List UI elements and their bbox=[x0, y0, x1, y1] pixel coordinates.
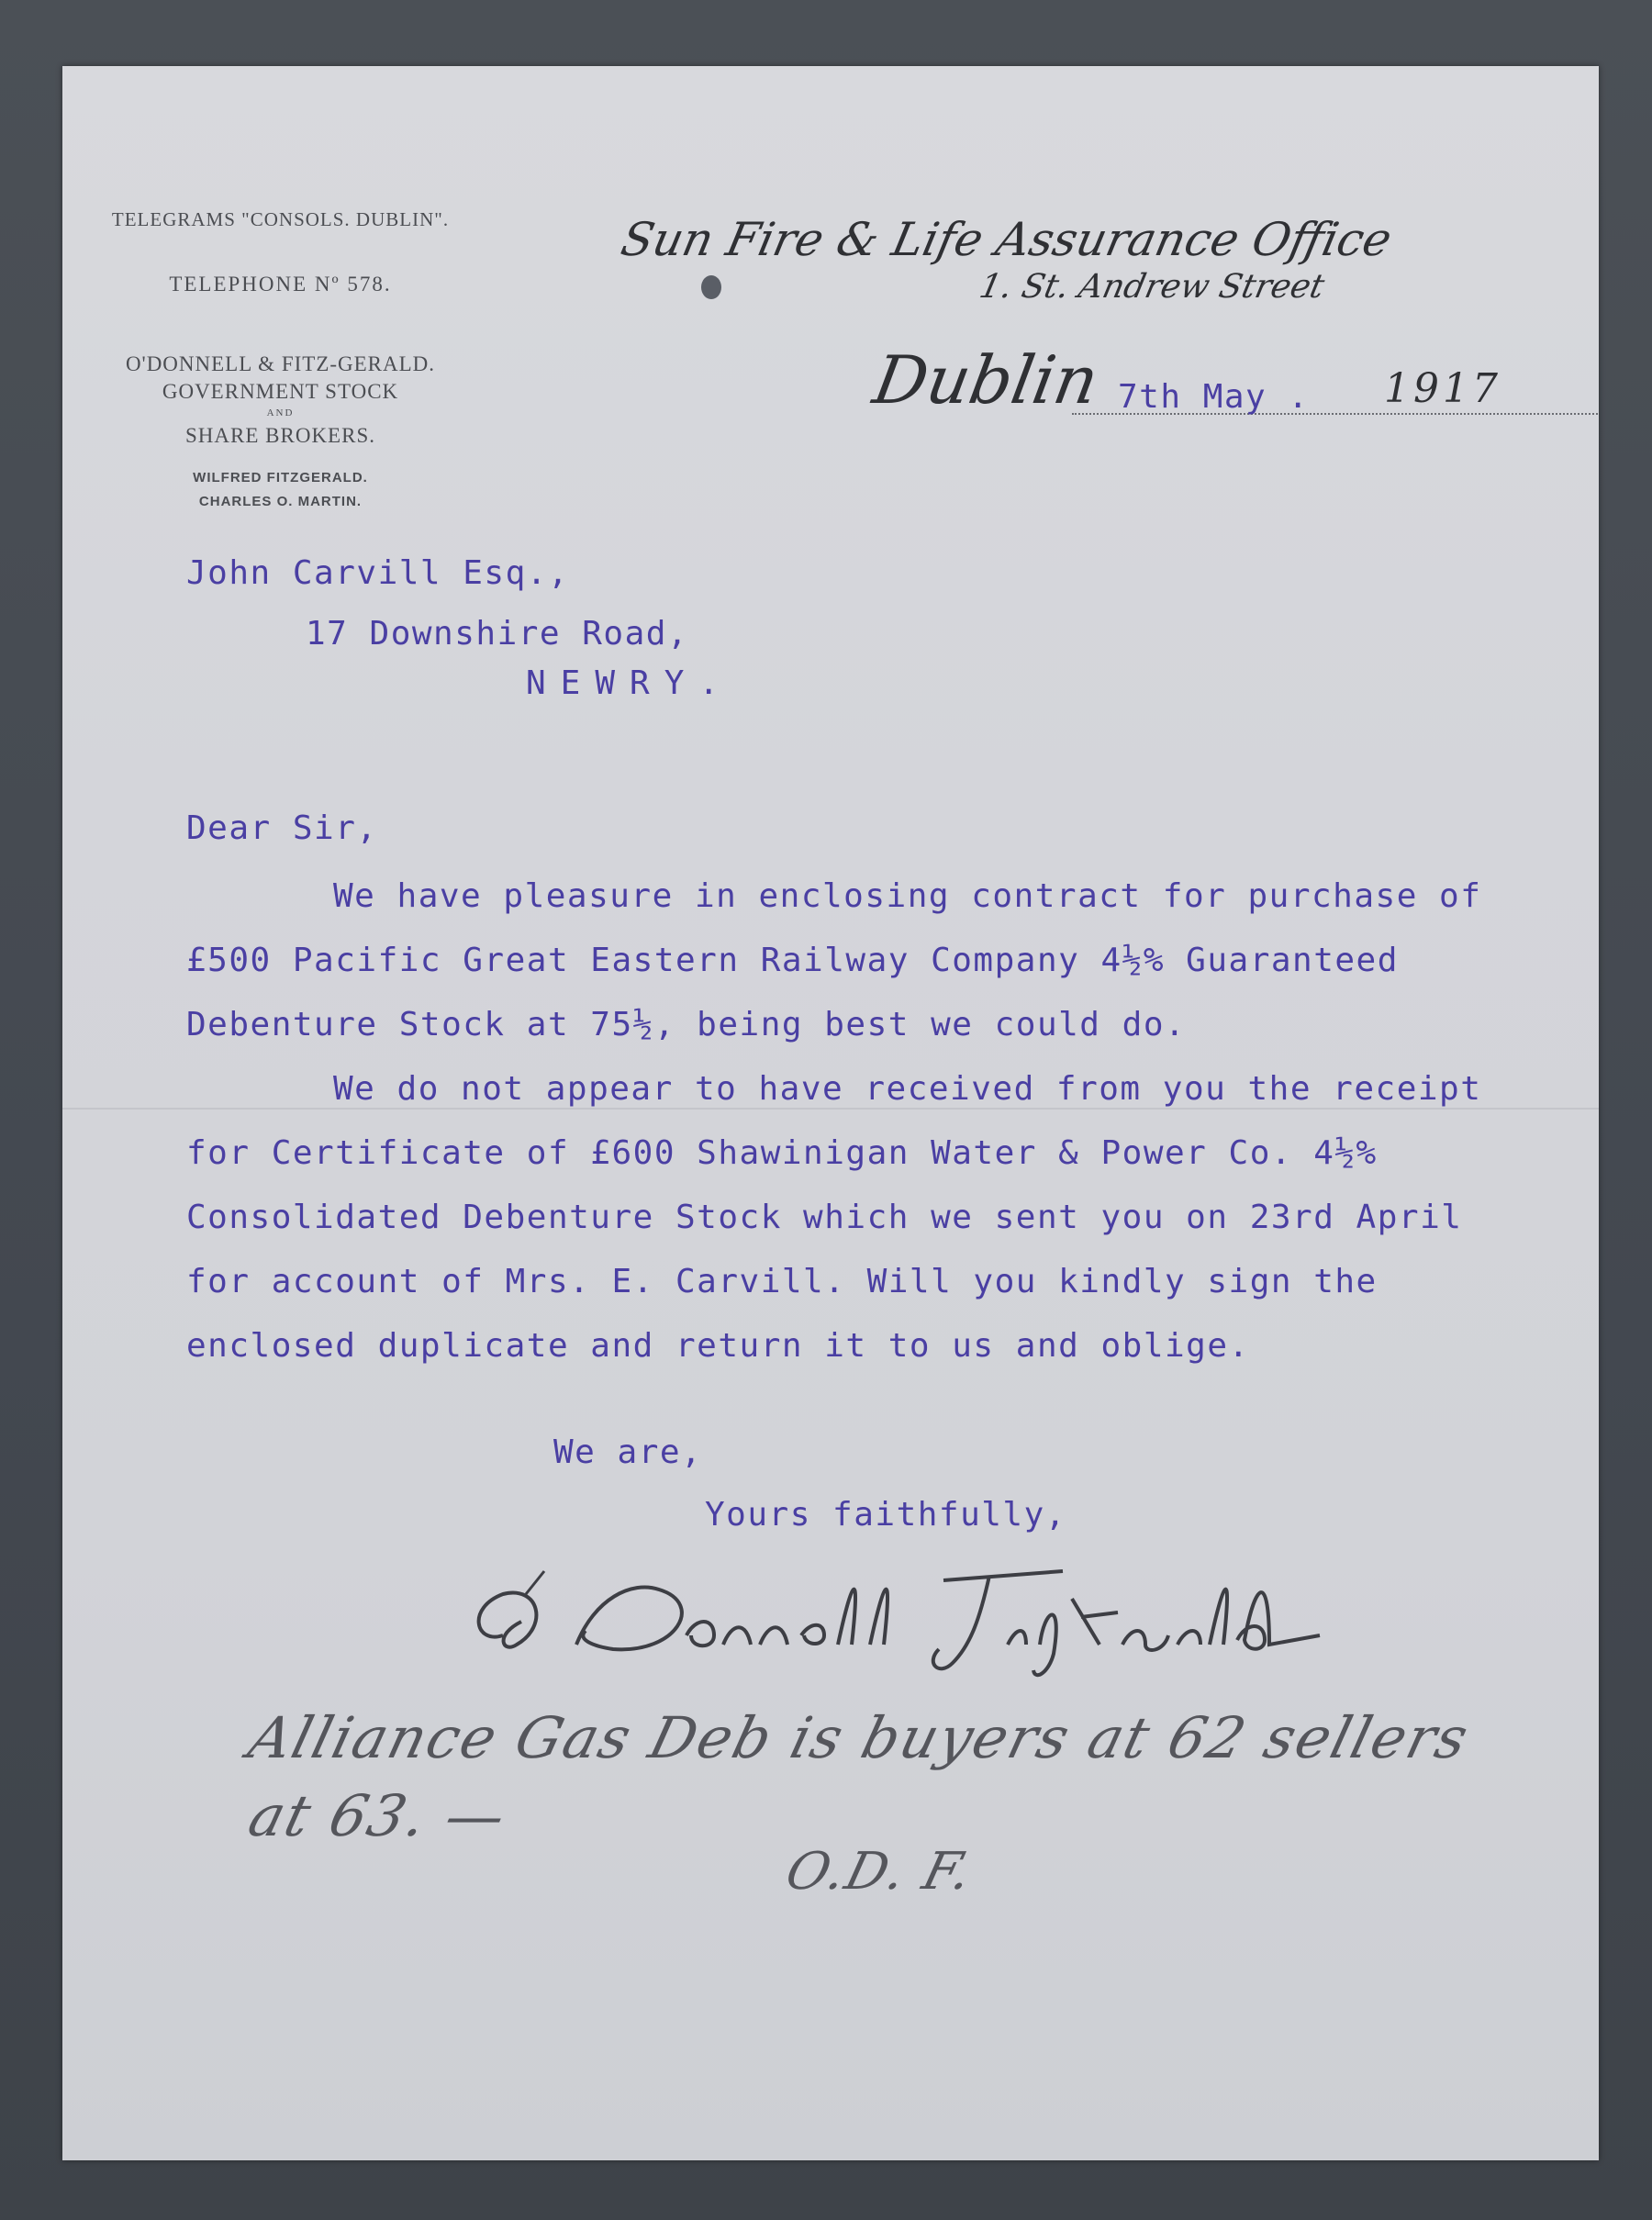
address-street: 17 Downshire Road, bbox=[306, 615, 689, 653]
letterhead-firm: O'DONNELL & FITZ-GERALD. bbox=[125, 352, 436, 375]
body-line: Debenture Stock at 75½, being best we could do. bbox=[186, 1006, 1187, 1043]
postscript-initials: O.D. F. bbox=[779, 1842, 979, 1902]
handwritten-signature bbox=[439, 1544, 1338, 1690]
address-name: John Carvill Esq., bbox=[186, 554, 570, 592]
body-line: enclosed duplicate and return it to us and oblige. bbox=[186, 1327, 1250, 1365]
body-line: for account of Mrs. E. Carvill. Will you kindly sign the bbox=[186, 1263, 1378, 1300]
letter-year: 1917 bbox=[1384, 365, 1501, 412]
letterhead-street: 1. St. Andrew Street bbox=[976, 268, 1328, 306]
letter-sheet bbox=[62, 66, 1599, 2160]
closing-we-are: We are, bbox=[553, 1434, 703, 1471]
letterhead-partner2: CHARLES O. MARTIN. bbox=[198, 494, 363, 509]
letterhead-telegrams: TELEGRAMS "CONSOLS. DUBLIN". bbox=[111, 208, 450, 230]
body-line: Consolidated Debenture Stock which we sent you on 23rd April bbox=[186, 1199, 1463, 1236]
postscript-line1: Alliance Gas Deb is buyers at 62 sellers bbox=[241, 1704, 1477, 1771]
letterhead-telephone: TELEPHONE Nº 578. bbox=[169, 273, 392, 296]
letterhead-city: Dublin bbox=[867, 341, 1105, 418]
letterhead-business-line1: GOVERNMENT STOCK bbox=[162, 380, 399, 403]
letterhead-business-line2: SHARE BROKERS. bbox=[185, 424, 375, 447]
paper-hole bbox=[701, 275, 721, 299]
body-line: for Certificate of £600 Shawinigan Water & Power Co. 4½% bbox=[186, 1134, 1378, 1172]
letterhead-office: Sun Fire & Life Assurance Office bbox=[616, 213, 1397, 266]
salutation: Dear Sir, bbox=[186, 809, 378, 847]
body-line: £500 Pacific Great Eastern Railway Company 4½% Guaranteed bbox=[186, 942, 1399, 979]
postscript-line2: at 63. — bbox=[241, 1782, 515, 1849]
body-line: We have pleasure in enclosing contract for purchase of bbox=[333, 877, 1482, 915]
letterhead-partner1: WILFRED FITZGERALD. bbox=[193, 470, 368, 485]
letterhead-business-and: AND bbox=[266, 407, 295, 418]
closing-yours: Yours faithfully, bbox=[705, 1496, 1066, 1534]
letter-date: 7th May . bbox=[1118, 378, 1310, 416]
address-town: NEWRY. bbox=[526, 664, 734, 702]
body-line: We do not appear to have received from you the receipt bbox=[333, 1070, 1482, 1108]
